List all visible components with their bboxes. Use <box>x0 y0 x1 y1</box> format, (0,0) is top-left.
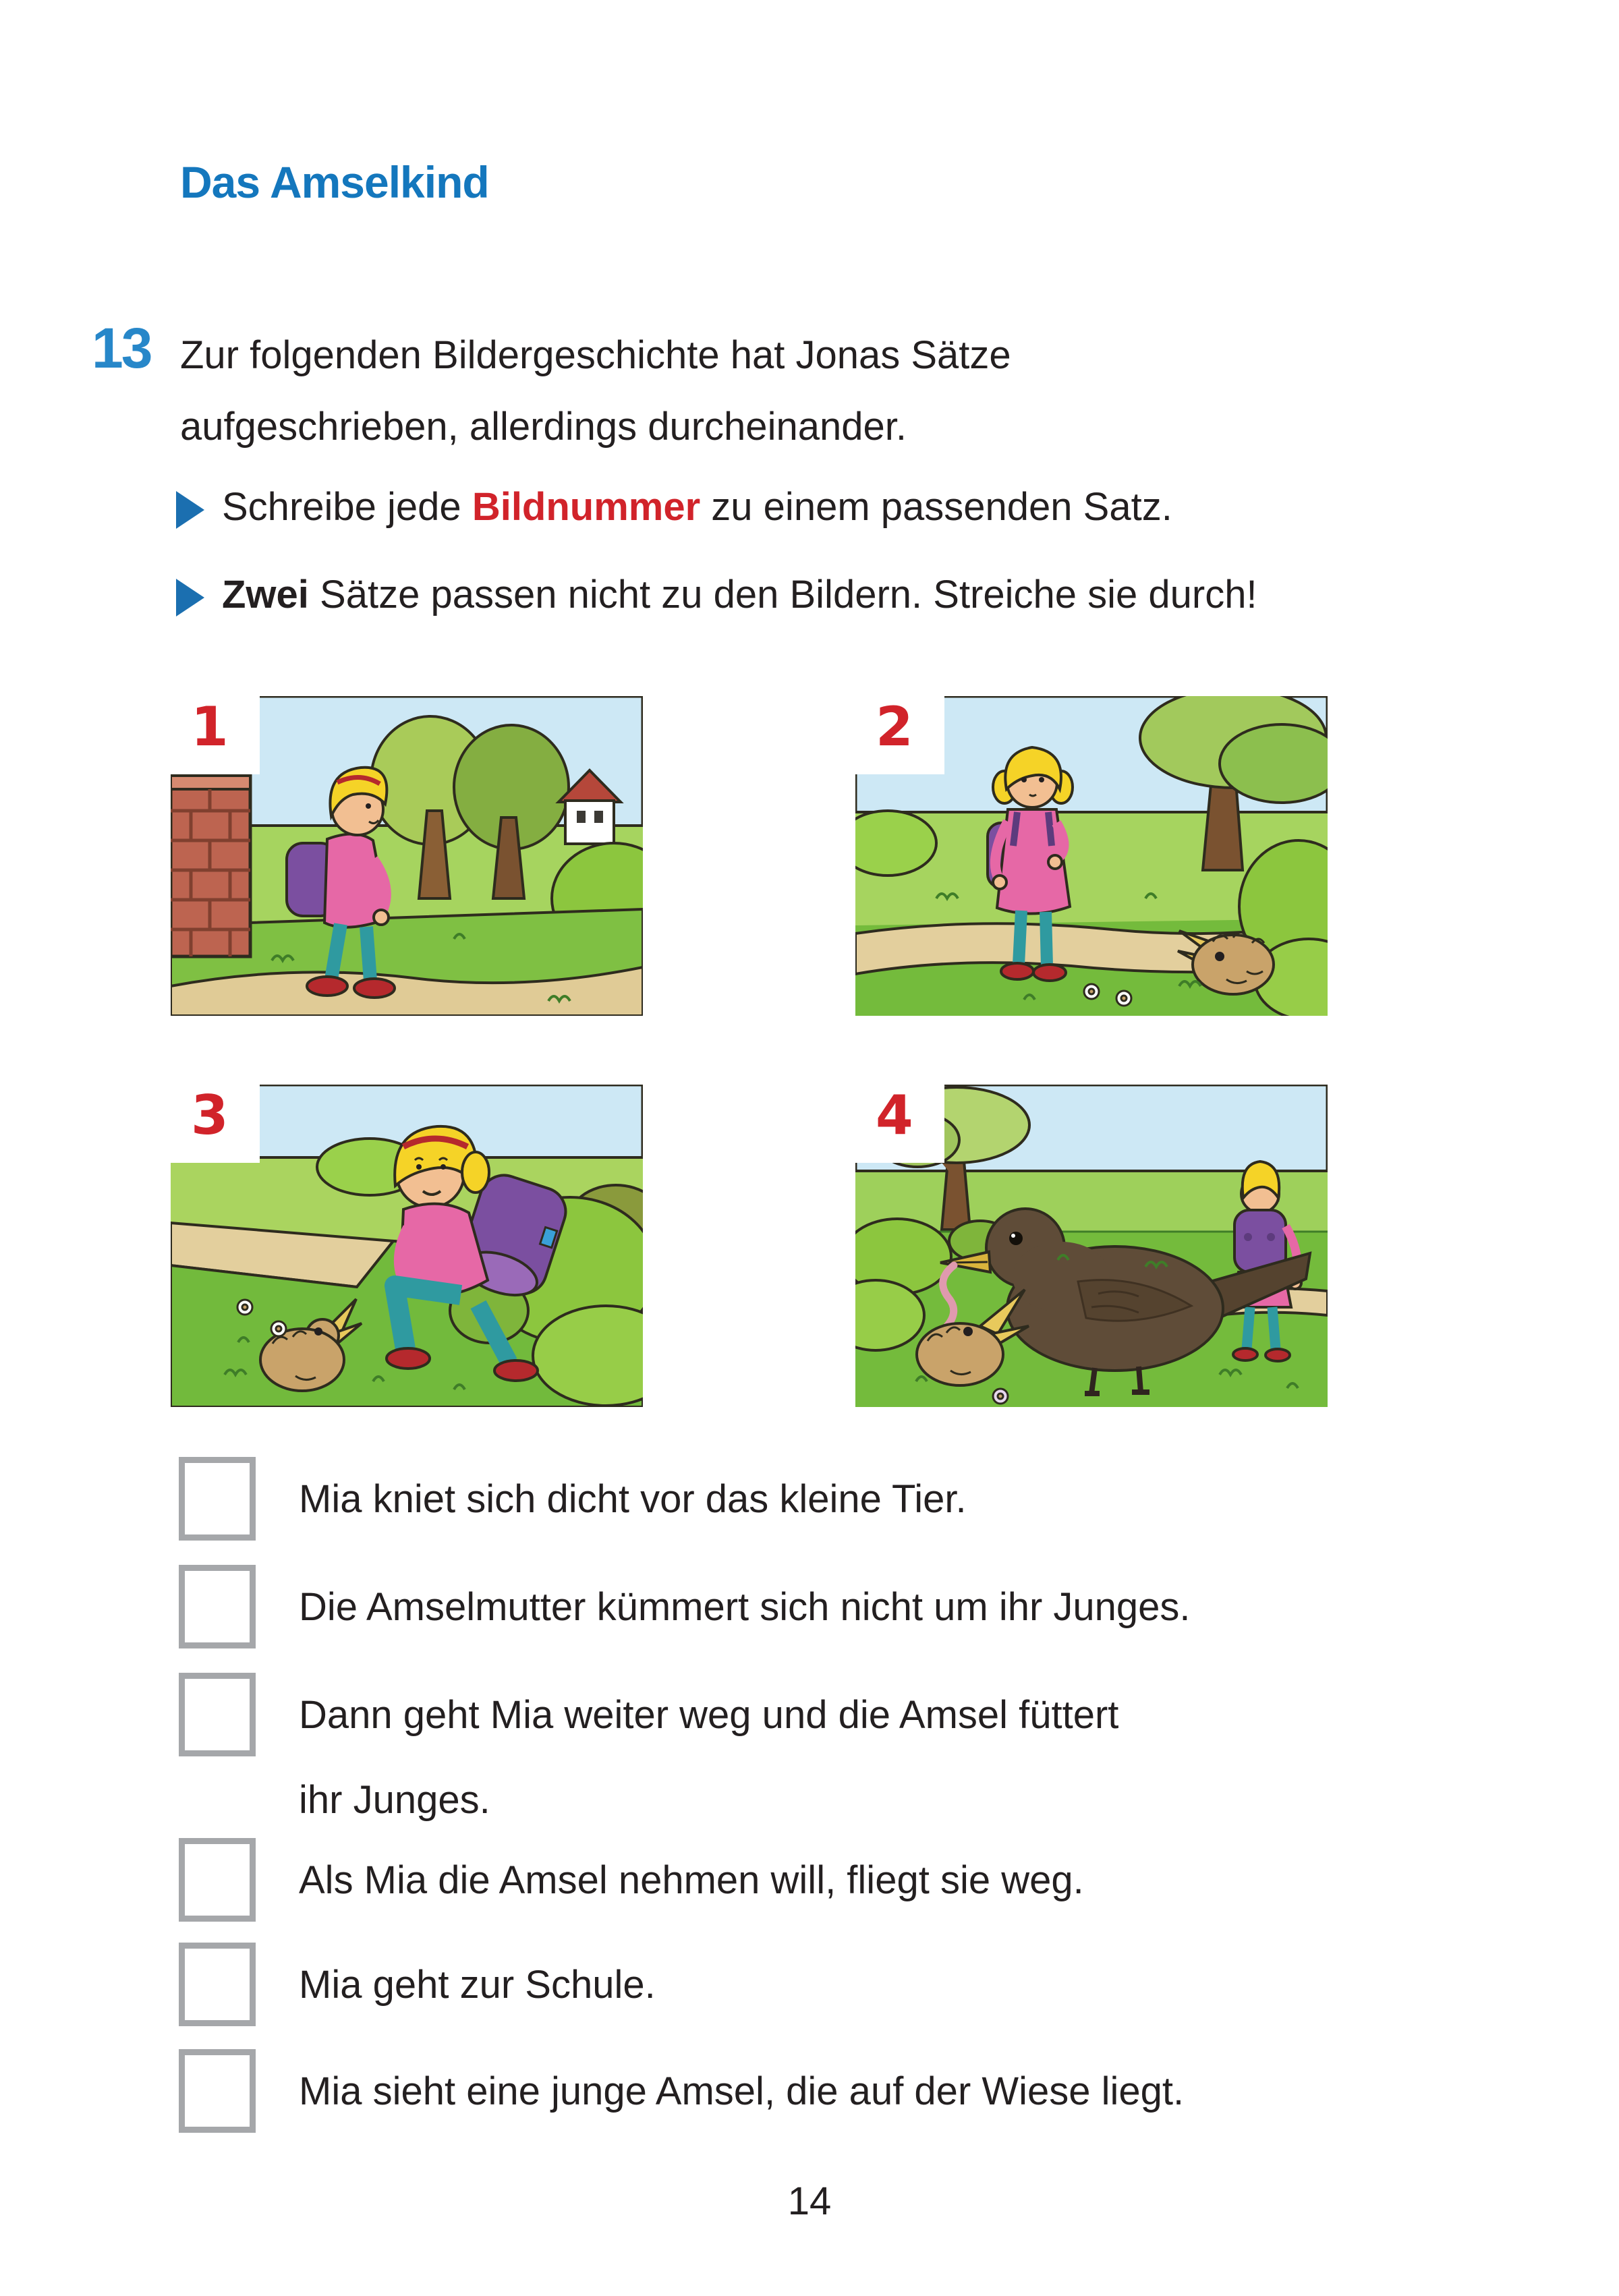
sentence-row <box>179 1838 1084 1923</box>
instruction-item-1 <box>176 484 1172 529</box>
task-text-line2: aufgeschrieben, allerdings durcheinander. <box>180 405 907 449</box>
answer-box-1[interactable] <box>179 1457 256 1541</box>
sentence-row <box>179 2049 1184 2134</box>
task-text <box>180 320 1011 463</box>
triangle-bullet-icon <box>176 491 204 529</box>
panel-number-plate <box>855 696 944 774</box>
page-number: 14 <box>787 2179 832 2223</box>
picture-panel-3 <box>171 1085 643 1407</box>
panel-number-plate <box>855 1085 944 1163</box>
sentence-text <box>299 2049 1184 2134</box>
answer-box-2[interactable] <box>179 1565 256 1648</box>
sentence-line: Mia geht zur Schule. <box>299 1963 656 2007</box>
sentence-text <box>299 1943 656 2028</box>
sentence-row <box>179 1457 967 1542</box>
sentence-row <box>179 1565 1191 1650</box>
sentence-row <box>179 1673 1118 1843</box>
panel-number-plate <box>171 1085 260 1163</box>
panel-number-label: 1 <box>191 695 229 758</box>
instruction-1-highlight: Bildnummer <box>472 485 701 529</box>
instruction-1-pre: Schreibe jede <box>222 485 472 529</box>
answer-box-4[interactable] <box>179 1838 256 1922</box>
answer-box-3[interactable] <box>179 1673 256 1756</box>
sentence-row <box>179 1943 656 2028</box>
triangle-bullet-icon <box>176 579 204 616</box>
instruction-1-post: zu einem passenden Satz. <box>700 485 1172 529</box>
panel-number-label: 4 <box>876 1084 913 1147</box>
instruction-item-2 <box>176 572 1257 617</box>
sentence-text <box>299 1673 1118 1843</box>
picture-panel-4 <box>855 1085 1328 1407</box>
sentence-line: Mia kniet sich dicht vor das kleine Tier. <box>299 1477 967 1521</box>
answer-box-6[interactable] <box>179 2049 256 2133</box>
picture-panel-2 <box>855 696 1328 1016</box>
sentence-text <box>299 1565 1191 1650</box>
instruction-2-highlight: Zwei <box>222 573 309 616</box>
sentence-line: Mia sieht eine junge Amsel, die auf der Wiese liegt. <box>299 2069 1185 2113</box>
answer-box-5[interactable] <box>179 1943 256 2026</box>
instruction-text-2 <box>222 572 1257 617</box>
sentence-line-2: ihr Junges. <box>299 1778 490 1822</box>
task-number: 13 <box>92 316 151 380</box>
instruction-text-1 <box>222 484 1172 529</box>
panel-number-plate <box>171 696 260 774</box>
sentence-line: Die Amselmutter kümmert sich nicht um ihr Junges. <box>299 1585 1191 1629</box>
page-title: Das Amselkind <box>180 157 489 207</box>
instruction-2-post: Sätze passen nicht zu den Bildern. Streiche sie durch! <box>308 573 1257 616</box>
panel-number-label: 3 <box>191 1084 229 1147</box>
sentence-line: Dann geht Mia weiter weg und die Amsel füttert <box>299 1693 1119 1737</box>
sentence-line: Als Mia die Amsel nehmen will, fliegt sie weg. <box>299 1858 1084 1902</box>
picture-panel-1 <box>171 696 643 1016</box>
sentence-text <box>299 1838 1084 1923</box>
panel-number-label: 2 <box>876 695 913 758</box>
task-text-line1: Zur folgenden Bildergeschichte hat Jonas Sätze <box>180 333 1011 377</box>
sentence-text <box>299 1457 967 1542</box>
